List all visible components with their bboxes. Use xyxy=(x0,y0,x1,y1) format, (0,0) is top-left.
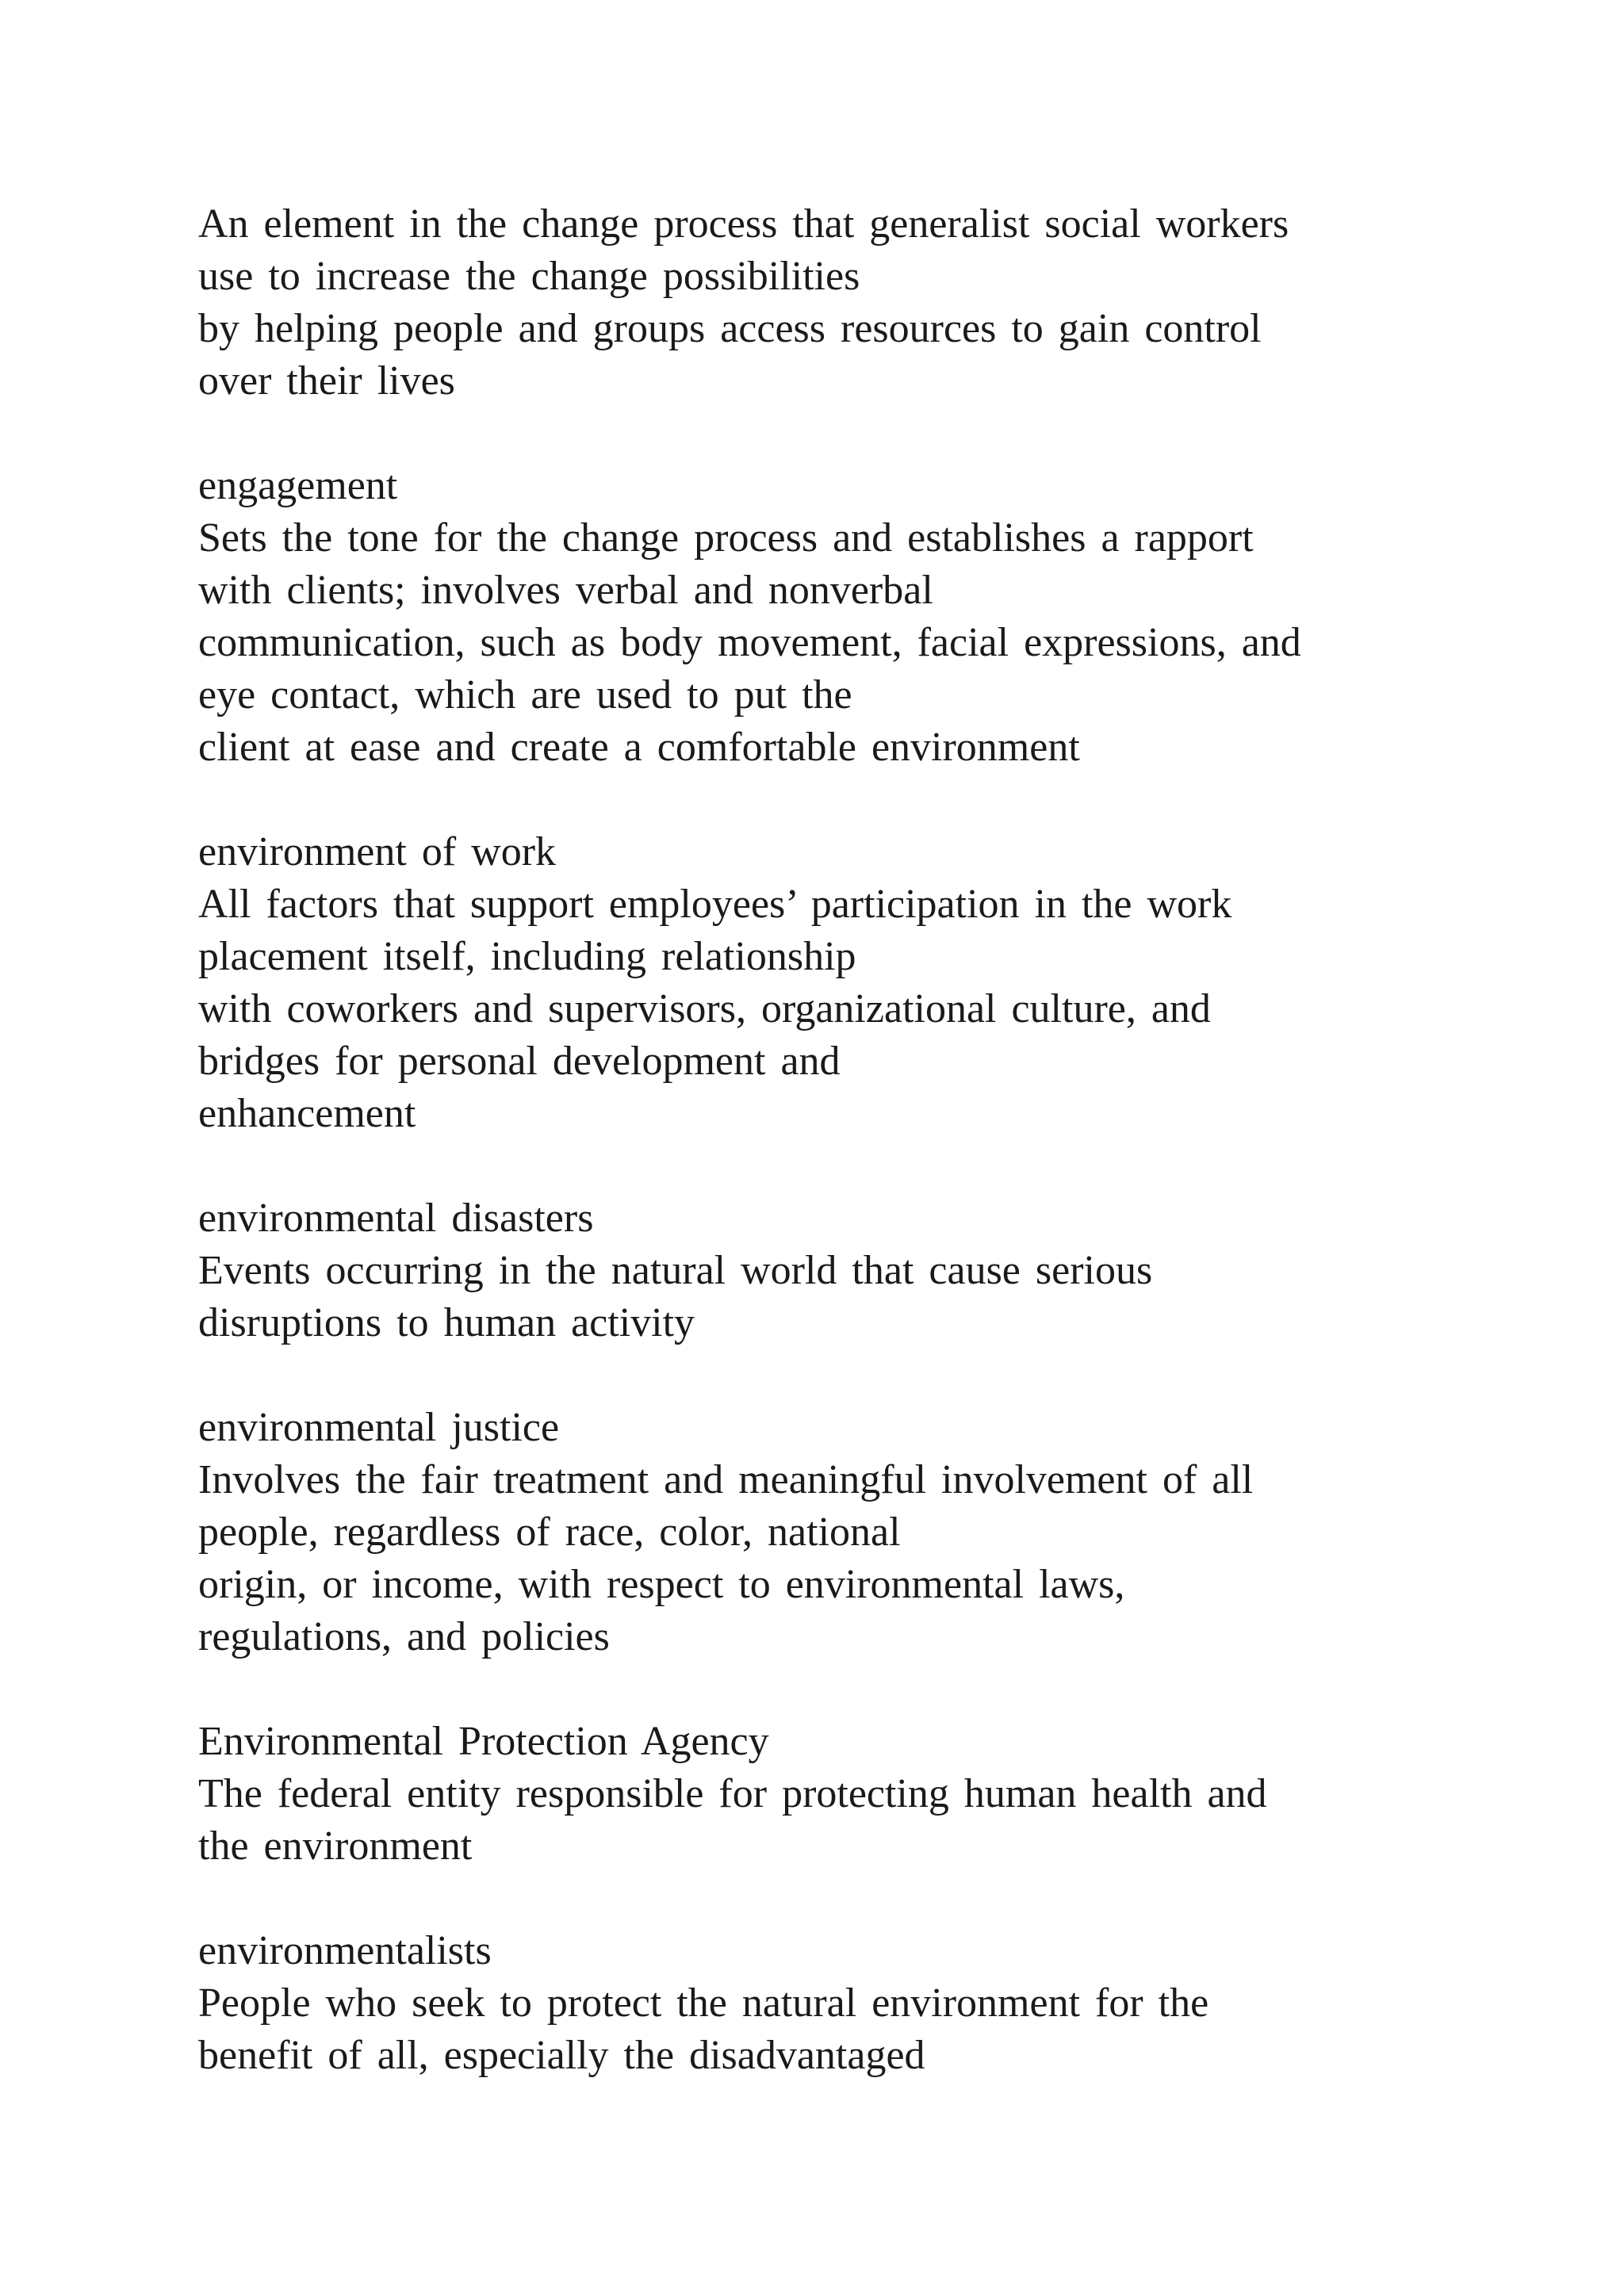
definition-line: eye contact, which are used to put the xyxy=(198,672,852,718)
definition-line: client at ease and create a comfortable environment xyxy=(198,725,1080,770)
definition-line: origin, or income, with respect to environmental laws, xyxy=(198,1562,1125,1607)
glossary-term: environmental disasters xyxy=(198,1196,594,1241)
definition-line: the environment xyxy=(198,1823,473,1869)
definition-line: Sets the tone for the change process and establishes a rapport xyxy=(198,515,1254,561)
definition-line: Events occurring in the natural world that cause serious xyxy=(198,1248,1153,1293)
definition-line: communication, such as body movement, facial expressions, and xyxy=(198,620,1301,665)
glossary-term: environmentalists xyxy=(198,1928,492,1973)
intro-line: by helping people and groups access resources to gain control xyxy=(198,306,1262,351)
definition-line: All factors that support employees’ participation in the work xyxy=(198,882,1232,927)
definition-line: placement itself, including relationship xyxy=(198,934,856,979)
definition-line: People who seek to protect the natural environment for the xyxy=(198,1980,1209,2026)
glossary-term: Environmental Protection Agency xyxy=(198,1719,769,1764)
definition-line: The federal entity responsible for protecting human health and xyxy=(198,1771,1267,1816)
definition-line: enhancement xyxy=(198,1091,416,1136)
definition-line: bridges for personal development and xyxy=(198,1039,841,1084)
definition-line: regulations, and policies xyxy=(198,1614,610,1659)
intro-line: over their lives xyxy=(198,358,455,404)
definition-line: with coworkers and supervisors, organizational culture, and xyxy=(198,986,1211,1031)
definition-line: disruptions to human activity xyxy=(198,1300,695,1345)
glossary-term: engagement xyxy=(198,463,398,508)
definition-line: Involves the fair treatment and meaningful involvement of all xyxy=(198,1457,1254,1502)
definition-line: people, regardless of race, color, national xyxy=(198,1510,901,1555)
glossary-term: environmental justice xyxy=(198,1405,560,1450)
glossary-term: environment of work xyxy=(198,829,557,874)
definition-line: benefit of all, especially the disadvantaged xyxy=(198,2033,925,2078)
intro-line: use to increase the change possibilities xyxy=(198,254,860,299)
intro-line: An element in the change process that generalist social workers xyxy=(198,201,1289,247)
definition-line: with clients; involves verbal and nonverbal xyxy=(198,568,933,613)
